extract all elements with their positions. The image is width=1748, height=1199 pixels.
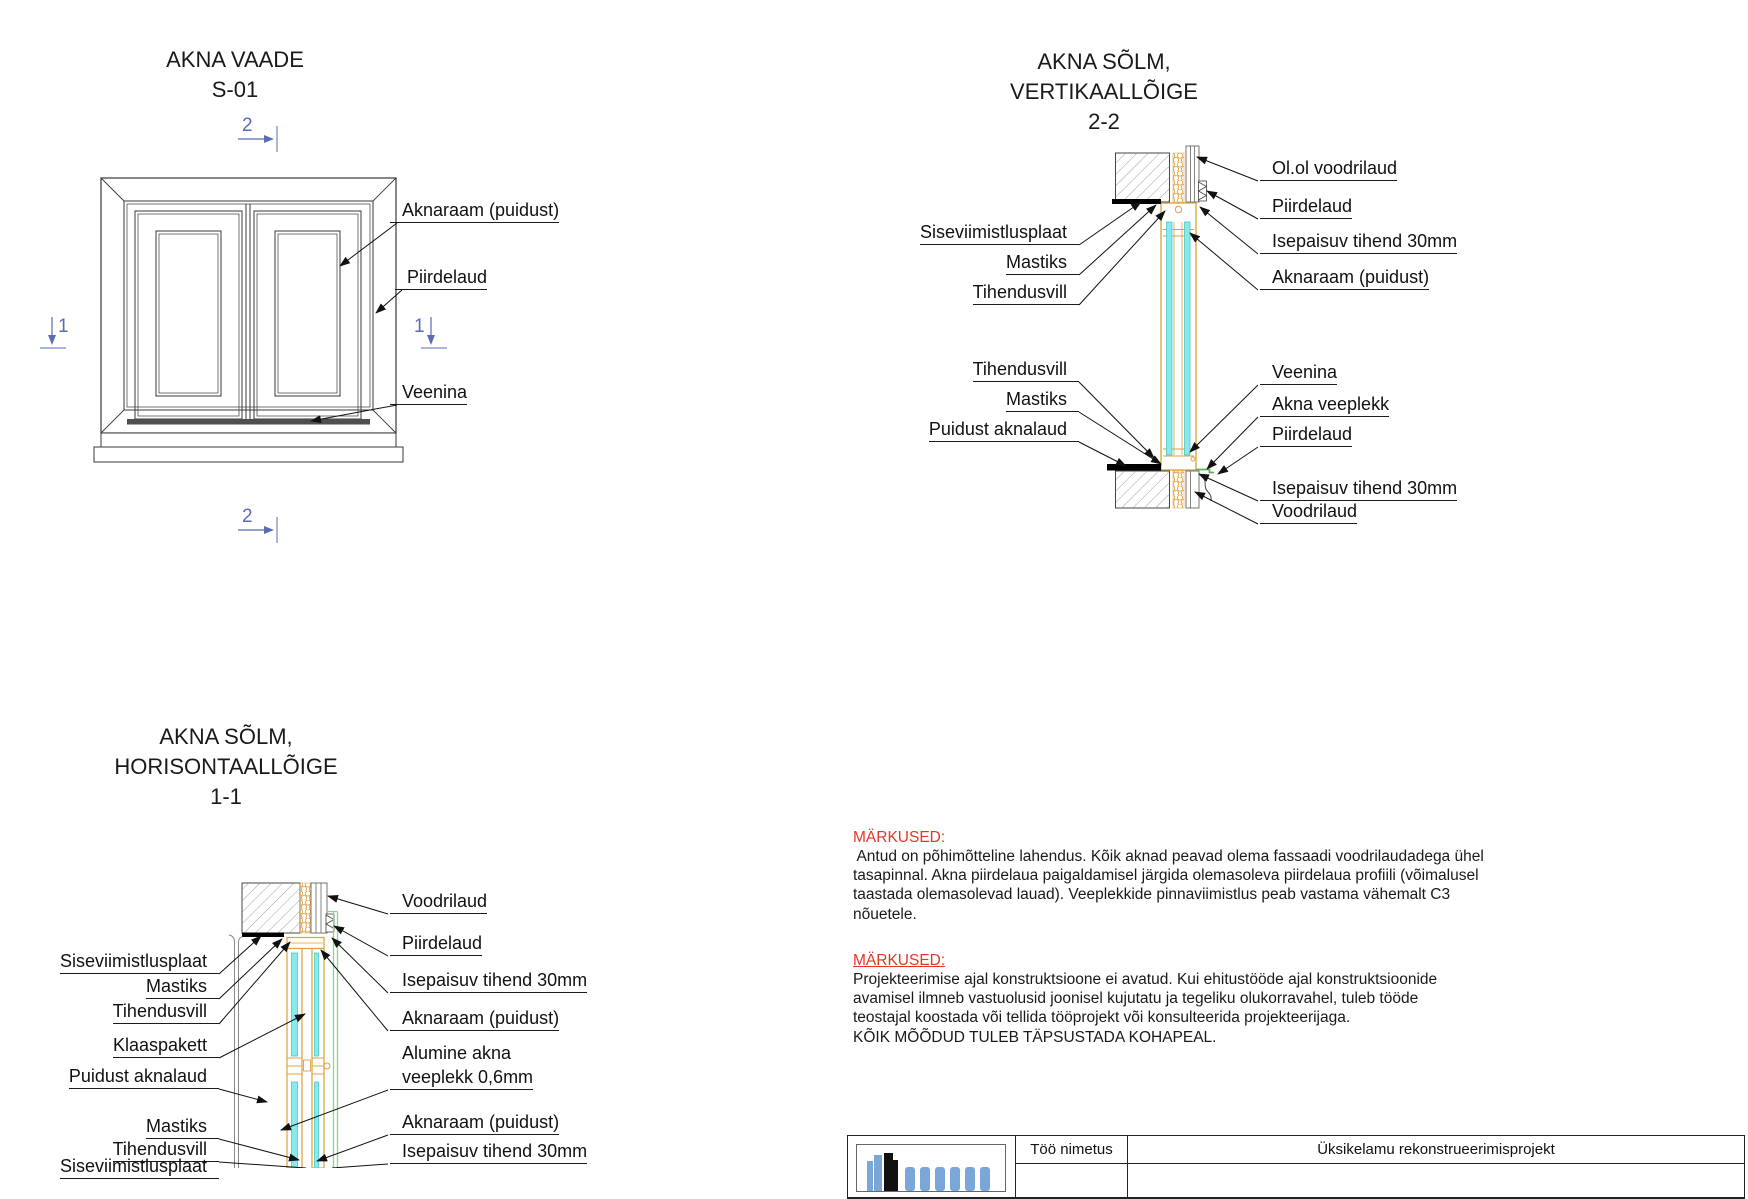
veenina-bar — [127, 419, 370, 425]
label-veenina-vsec: Veenina — [1260, 362, 1337, 385]
note-line: taastada olemasolevad lauad). Veeplekkide pinnaviimistlus peab vastama vähemalt C3 — [853, 886, 1451, 904]
title-block-field-label: Töö nimetus — [1016, 1136, 1128, 1164]
marker-digit-1-left: 1 — [58, 316, 69, 337]
label-mastiks-vsec-top: Mastiks — [1006, 252, 1079, 275]
glazing-pane — [292, 953, 298, 1056]
label-voodrilaud-hsec: Voodrilaud — [390, 891, 487, 914]
vertical-section-drawing — [1107, 146, 1214, 508]
vertical-section-title — [954, 47, 1254, 137]
label-klaaspakett-hsec: Klaaspakett — [113, 1035, 219, 1058]
label-isepaisuv-tihend-vsec-bottom: Isepaisuv tihend 30mm — [1260, 478, 1457, 501]
label-isepaisuv-tihend-hsec-bottom: Isepaisuv tihend 30mm — [390, 1141, 587, 1164]
label-piirdelaud-vsec-bottom: Piirdelaud — [1260, 424, 1352, 447]
company-logo — [856, 1144, 1006, 1192]
puidust-aknalaud-bar — [1107, 464, 1161, 471]
label-piirdelaud-elevation: Piirdelaud — [395, 267, 487, 290]
label-puidust-aknalaud-vsec: Puidust aknalaud — [929, 419, 1079, 442]
notes-block-1 — [853, 828, 1518, 924]
label-akna-veeplekk-vsec: Akna veeplekk — [1260, 394, 1389, 417]
horizontal-section-title — [76, 722, 376, 812]
label-tihendusvill-vsec-top: Tihendusvill — [973, 282, 1079, 305]
note-line: Antud on põhimõtteline lahendus. Kõik aknad peavad olema fassaadi voodrilaudadega ühel — [853, 848, 1484, 865]
marker-digit-1-right: 1 — [414, 316, 425, 337]
siseviimistlusplaat-bar — [242, 933, 284, 938]
label-piirdelaud-vsec-top: Piirdelaud — [1260, 196, 1352, 219]
notes-heading-2: MÄRKUSED: — [853, 952, 946, 969]
label-mastiks-hsec-bottom: Mastiks — [146, 1116, 219, 1139]
vsec-title-line2: VERTIKAALLÕIGE — [1010, 79, 1198, 104]
label-tihendusvill-hsec-bottom: Tihendusvill — [113, 1139, 219, 1162]
label-voodrilaud-vsec: Voodrilaud — [1260, 501, 1357, 524]
label-piirdelaud-hsec: Piirdelaud — [390, 933, 482, 956]
section-marker-1-right — [421, 317, 447, 348]
label-mastiks-hsec-top: Mastiks — [146, 976, 219, 999]
company-logo-icon — [857, 1145, 1005, 1191]
note-line: avamisel ilmneb vastuolusid joonisel kujutatu ja tegeliku olukorravahel, tuleb tööde — [853, 990, 1419, 1008]
glazing-pane — [1185, 222, 1191, 455]
note-line: teostajal koostada või tellida tööprojekt või konsulteerida projekteerijaga. — [853, 1009, 1351, 1027]
title-block-logo-cell — [848, 1136, 1016, 1198]
label-mastiks-vsec-bottom: Mastiks — [1006, 389, 1079, 412]
marker-digit-2-bottom: 2 — [242, 506, 253, 527]
title-block-row2-cell1 — [1016, 1164, 1128, 1198]
title-block-row2-cell2 — [1128, 1164, 1744, 1198]
label-tihendusvill-hsec-top: Tihendusvill — [113, 1001, 219, 1024]
notes-heading-1: MÄRKUSED: — [853, 829, 946, 846]
label-alumine-akna-line2: veeplekk 0,6mm — [390, 1067, 533, 1090]
siseviimistlusplaat-bar — [1112, 199, 1161, 204]
vsec-title-line3: 2-2 — [1088, 109, 1120, 134]
elevation-drawing — [94, 178, 403, 462]
elevation-title — [135, 45, 335, 105]
title-block — [847, 1135, 1745, 1199]
notes-block-2 — [853, 951, 1518, 1047]
note-line: Projekteerimise ajal konstruktsioone ei avatud. Kui ehitustööde ajal konstruktsioonide — [853, 971, 1438, 988]
label-siseviimistlusplaat-vsec: Siseviimistlusplaat — [920, 222, 1079, 245]
hsec-title-line2: HORISONTAALLÕIGE — [114, 754, 338, 779]
label-aknaraam-hsec-bottom: Aknaraam (puidust) — [390, 1112, 559, 1135]
label-alumine-akna-line1: Alumine akna — [402, 1043, 512, 1063]
label-aknaraam-elevation: Aknaraam (puidust) — [390, 200, 559, 223]
glazing-pane — [315, 1082, 319, 1168]
label-aknaraam-hsec-top: Aknaraam (puidust) — [390, 1008, 559, 1031]
hsec-title-line3: 1-1 — [210, 784, 242, 809]
label-olol-voodrilaud-vsec: Ol.ol voodrilaud — [1260, 158, 1397, 181]
label-tihendusvill-vsec-bottom: Tihendusvill — [973, 359, 1079, 382]
note-line: nõuetele. — [853, 905, 917, 923]
elevation-title-line1: AKNA VAADE — [166, 47, 304, 72]
hsec-title-line1: AKNA SÕLM, — [159, 724, 293, 749]
glazing-pane — [315, 953, 319, 1056]
elevation-title-line2: S-01 — [211, 77, 259, 102]
glazing-pane — [1167, 222, 1173, 455]
label-siseviimistlusplaat-hsec-clipped: Siseviimistlusplaat — [60, 1156, 219, 1179]
note-line: KÕIK MÕÕDUD TULEB TÄPSUSTADA KOHAPEAL. — [853, 1028, 1217, 1046]
marker-digit-2-top: 2 — [242, 115, 253, 136]
label-siseviimistlusplaat-hsec: Siseviimistlusplaat — [60, 951, 219, 974]
vsec-title-line1: AKNA SÕLM, — [1037, 49, 1171, 74]
label-veenina-elevation: Veenina — [390, 382, 467, 405]
label-isepaisuv-tihend-hsec-top: Isepaisuv tihend 30mm — [390, 970, 587, 993]
note-line: tasapinnal. Akna piirdelaua paigaldamisel järgida olemasoleva piirdelaua profiili (võimalusel — [853, 867, 1479, 885]
logo-wordmark-clipped — [905, 1167, 990, 1191]
title-block-field-value: Üksikelamu rekonstrueerimisprojekt — [1128, 1136, 1744, 1164]
label-isepaisuv-tihend-vsec-top: Isepaisuv tihend 30mm — [1260, 231, 1457, 254]
label-aknaraam-vsec: Aknaraam (puidust) — [1260, 267, 1429, 290]
label-puidust-aknalaud-hsec: Puidust aknalaud — [69, 1066, 219, 1089]
